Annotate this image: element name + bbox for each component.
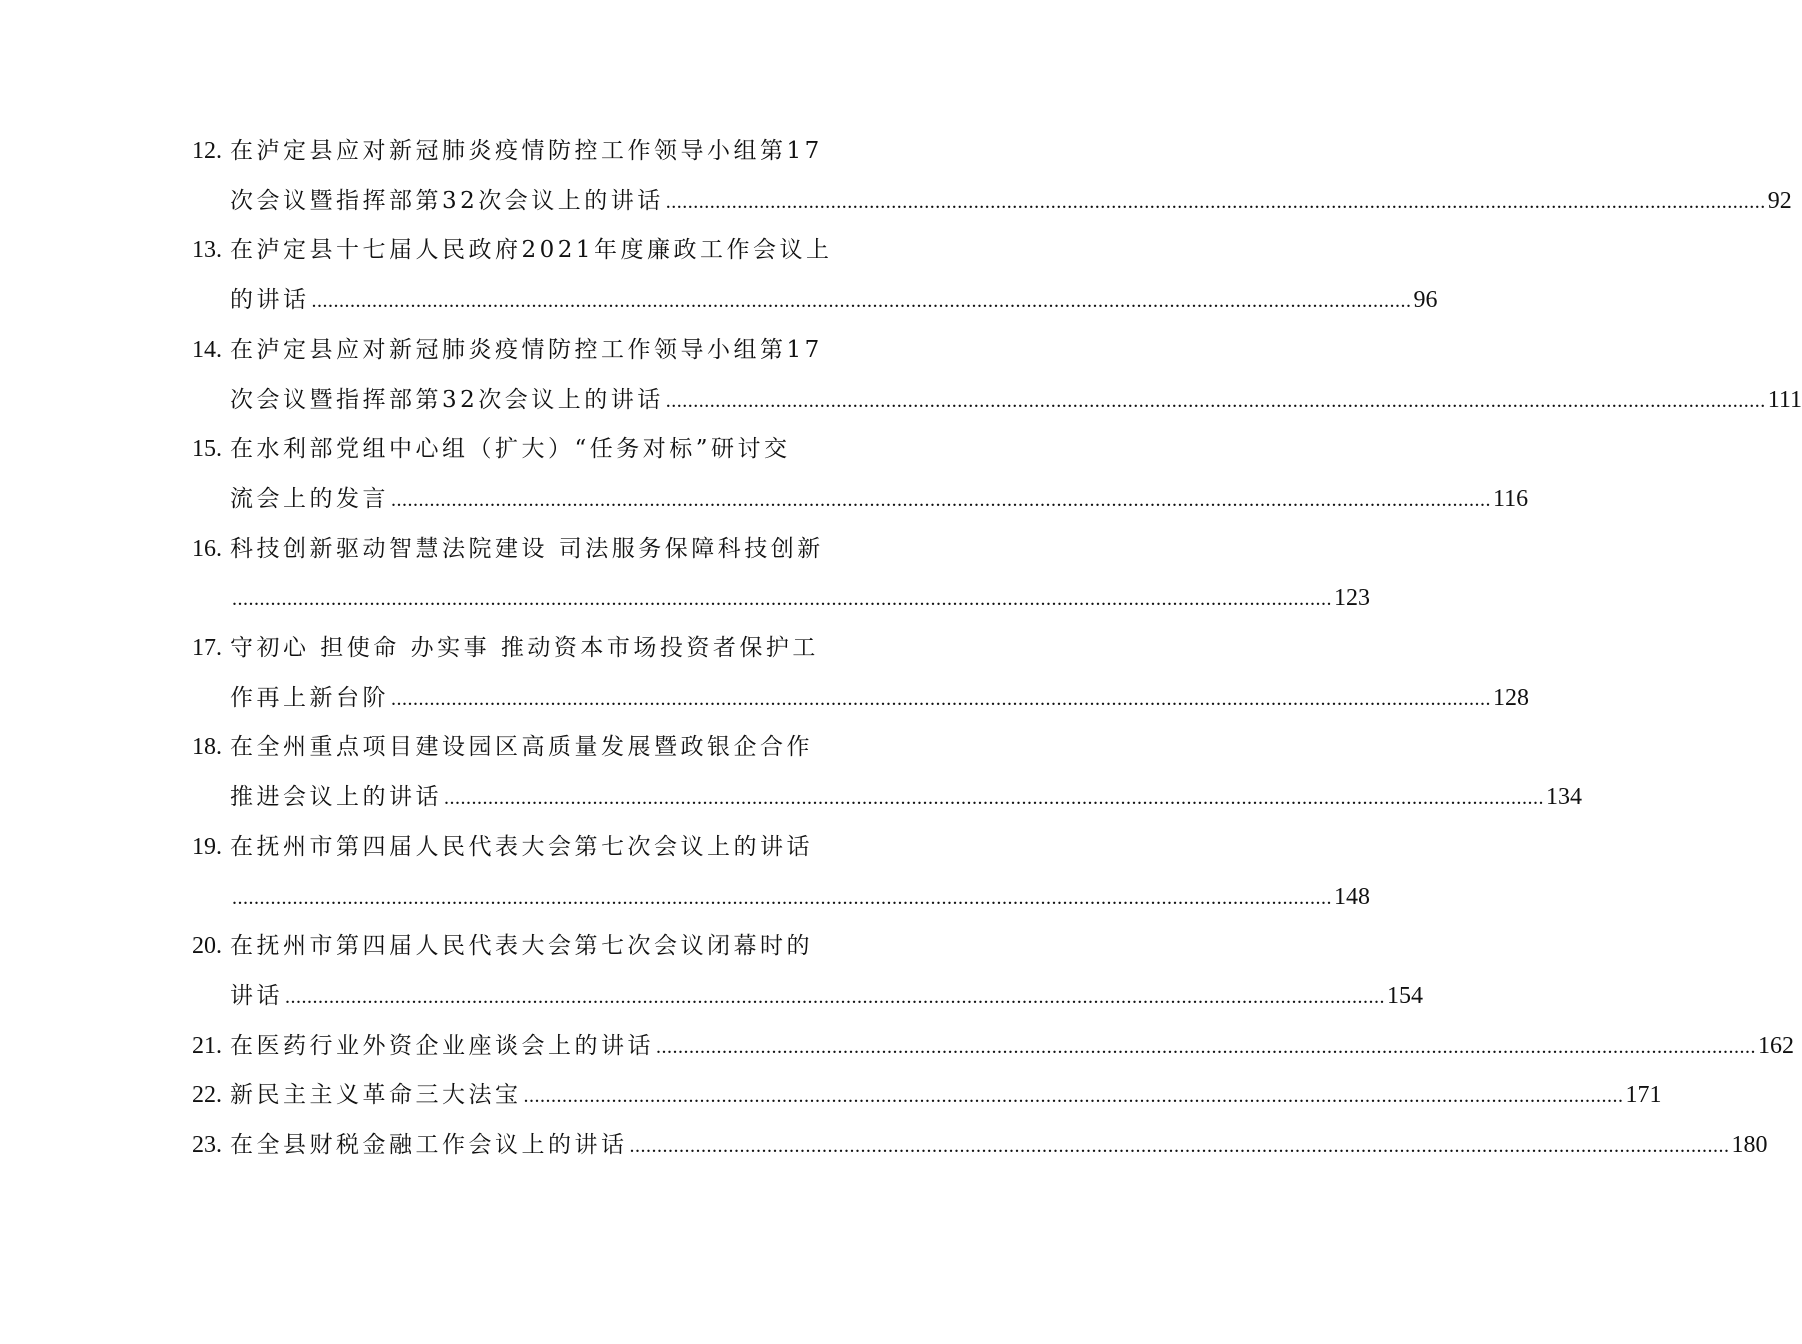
toc-entry-content bbox=[230, 1125, 1768, 1165]
toc-page-number: 148 bbox=[1334, 883, 1370, 910]
toc-entry-title: 在泸定县应对新冠肺炎疫情防控工作领导小组第17 bbox=[230, 138, 823, 164]
toc-page-number: 92 bbox=[1767, 187, 1792, 214]
toc-page-number: 134 bbox=[1546, 784, 1582, 811]
toc-entry-title: 在全州重点项目建设园区高质量发展暨政银企合作 bbox=[230, 734, 813, 761]
toc-page-number: 162 bbox=[1758, 1032, 1794, 1059]
toc-entry-title: 在泸定县应对新冠肺炎疫情防控工作领导小组第17 bbox=[230, 336, 823, 363]
toc-entry-line bbox=[0, 230, 950, 270]
toc-entry-content bbox=[230, 1075, 1662, 1115]
toc-entry-continuation bbox=[230, 578, 1370, 618]
toc-entry-title-cont: 推进会议上的讲话 bbox=[230, 784, 442, 811]
toc-page-number: 154 bbox=[1387, 982, 1423, 1009]
toc-entry-number: 17. bbox=[192, 635, 222, 661]
toc-leader-dots: ........................................................................................................................................................................................................ bbox=[285, 985, 1385, 1008]
toc-entry-title: 在泸定县十七届人民政府2021年度廉政工作会议上 bbox=[230, 237, 833, 264]
toc-entry-continuation bbox=[230, 976, 1423, 1016]
toc-entry-title-cont: 的讲话 bbox=[230, 287, 310, 314]
toc-entry-continuation bbox=[230, 777, 1582, 817]
toc-entry-title-cont: 讲话 bbox=[230, 982, 283, 1009]
toc-entry-title: 在抚州市第四届人民代表大会第七次会议上的讲话 bbox=[230, 833, 813, 860]
toc-entry-title-cont: 次会议暨指挥部第32次会议上的讲话 bbox=[230, 386, 664, 413]
toc-page-number: 171 bbox=[1625, 1082, 1662, 1109]
toc-entry-line bbox=[0, 330, 950, 370]
toc-entry-line bbox=[0, 131, 950, 171]
toc-leader-dots: ........................................................................................................................................................................................................ bbox=[444, 787, 1544, 810]
toc-leader-dots: ........................................................................................................................................................................................................ bbox=[629, 1135, 1730, 1157]
toc-page-number: 180 bbox=[1731, 1132, 1768, 1158]
toc-entry-line bbox=[0, 628, 950, 668]
toc-entry-content bbox=[230, 1026, 1794, 1066]
toc-entry-number: 23. bbox=[192, 1132, 222, 1158]
toc-leader-dots: ........................................................................................................................................................................................................ bbox=[311, 290, 1412, 313]
toc-leader-dots: ........................................................................................................................................................................................................ bbox=[232, 886, 1332, 909]
toc-entry-title: 在医药行业外资企业座谈会上的讲话 bbox=[230, 1032, 654, 1059]
toc-page-number: 96 bbox=[1413, 287, 1438, 314]
toc-entry-continuation bbox=[230, 479, 1529, 519]
toc-page-number: 111 bbox=[1767, 386, 1802, 413]
toc-entry-number: 20. bbox=[192, 933, 222, 960]
toc-entry-title: 在水利部党组中心组（扩大）“任务对标”研讨交 bbox=[230, 436, 791, 463]
toc-entry-number: 19. bbox=[192, 833, 222, 860]
toc-entry-line bbox=[0, 429, 950, 469]
toc-entry-number: 16. bbox=[192, 535, 222, 562]
toc-entry-number: 14. bbox=[192, 336, 222, 363]
toc-entry-number: 13. bbox=[192, 237, 222, 264]
toc-entry-line bbox=[0, 529, 950, 569]
toc-entry-continuation bbox=[230, 678, 1529, 718]
toc-leader-dots: ........................................................................................................................................................................................................ bbox=[523, 1085, 1624, 1108]
toc-entry-number: 12. bbox=[192, 138, 222, 164]
toc-entry-number: 22. bbox=[192, 1082, 222, 1109]
toc-leader-dots: ........................................................................................................................................................................................................ bbox=[656, 1035, 1756, 1058]
toc-leader-dots: ........................................................................................................................................................................................................ bbox=[665, 389, 1766, 412]
toc-leader-dots: ........................................................................................................................................................................................................ bbox=[391, 488, 1491, 511]
toc-page-number: 128 bbox=[1493, 684, 1529, 711]
toc-leader-dots: ........................................................................................................................................................................................................ bbox=[391, 687, 1491, 710]
toc-entry-number: 18. bbox=[192, 734, 222, 761]
toc-entry-continuation bbox=[230, 877, 1370, 917]
toc-entry-continuation bbox=[230, 380, 1802, 420]
toc-entry-continuation bbox=[230, 280, 1438, 320]
toc-page-number: 116 bbox=[1493, 485, 1529, 512]
toc-entry-line bbox=[0, 926, 950, 966]
toc-leader-dots: ........................................................................................................................................................................................................ bbox=[232, 588, 1332, 611]
toc-entry-line bbox=[0, 827, 950, 867]
toc-entry-continuation bbox=[230, 181, 1792, 221]
toc-entry-title-cont: 流会上的发言 bbox=[230, 485, 389, 512]
toc-entry-number: 15. bbox=[192, 436, 222, 463]
toc-entry-title-cont: 次会议暨指挥部第32次会议上的讲话 bbox=[230, 187, 664, 214]
toc-entry-title: 在抚州市第四届人民代表大会第七次会议闭幕时的 bbox=[230, 933, 813, 960]
toc-entry-title: 新民主主义革命三大法宝 bbox=[230, 1082, 522, 1109]
toc-leader-dots: ........................................................................................................................................................................................................ bbox=[665, 190, 1766, 213]
toc-entry-line bbox=[0, 727, 950, 767]
toc-entry-number: 21. bbox=[192, 1032, 222, 1059]
toc-entry-title: 守初心 担使命 办实事 推动资本市场投资者保护工 bbox=[230, 635, 819, 661]
toc-page-number: 123 bbox=[1334, 585, 1370, 612]
toc-entry-title: 在全县财税金融工作会议上的讲话 bbox=[230, 1132, 628, 1158]
toc-entry-title-cont: 作再上新台阶 bbox=[230, 684, 389, 711]
toc-entry-title: 科技创新驱动智慧法院建设 司法服务保障科技创新 bbox=[230, 535, 824, 562]
